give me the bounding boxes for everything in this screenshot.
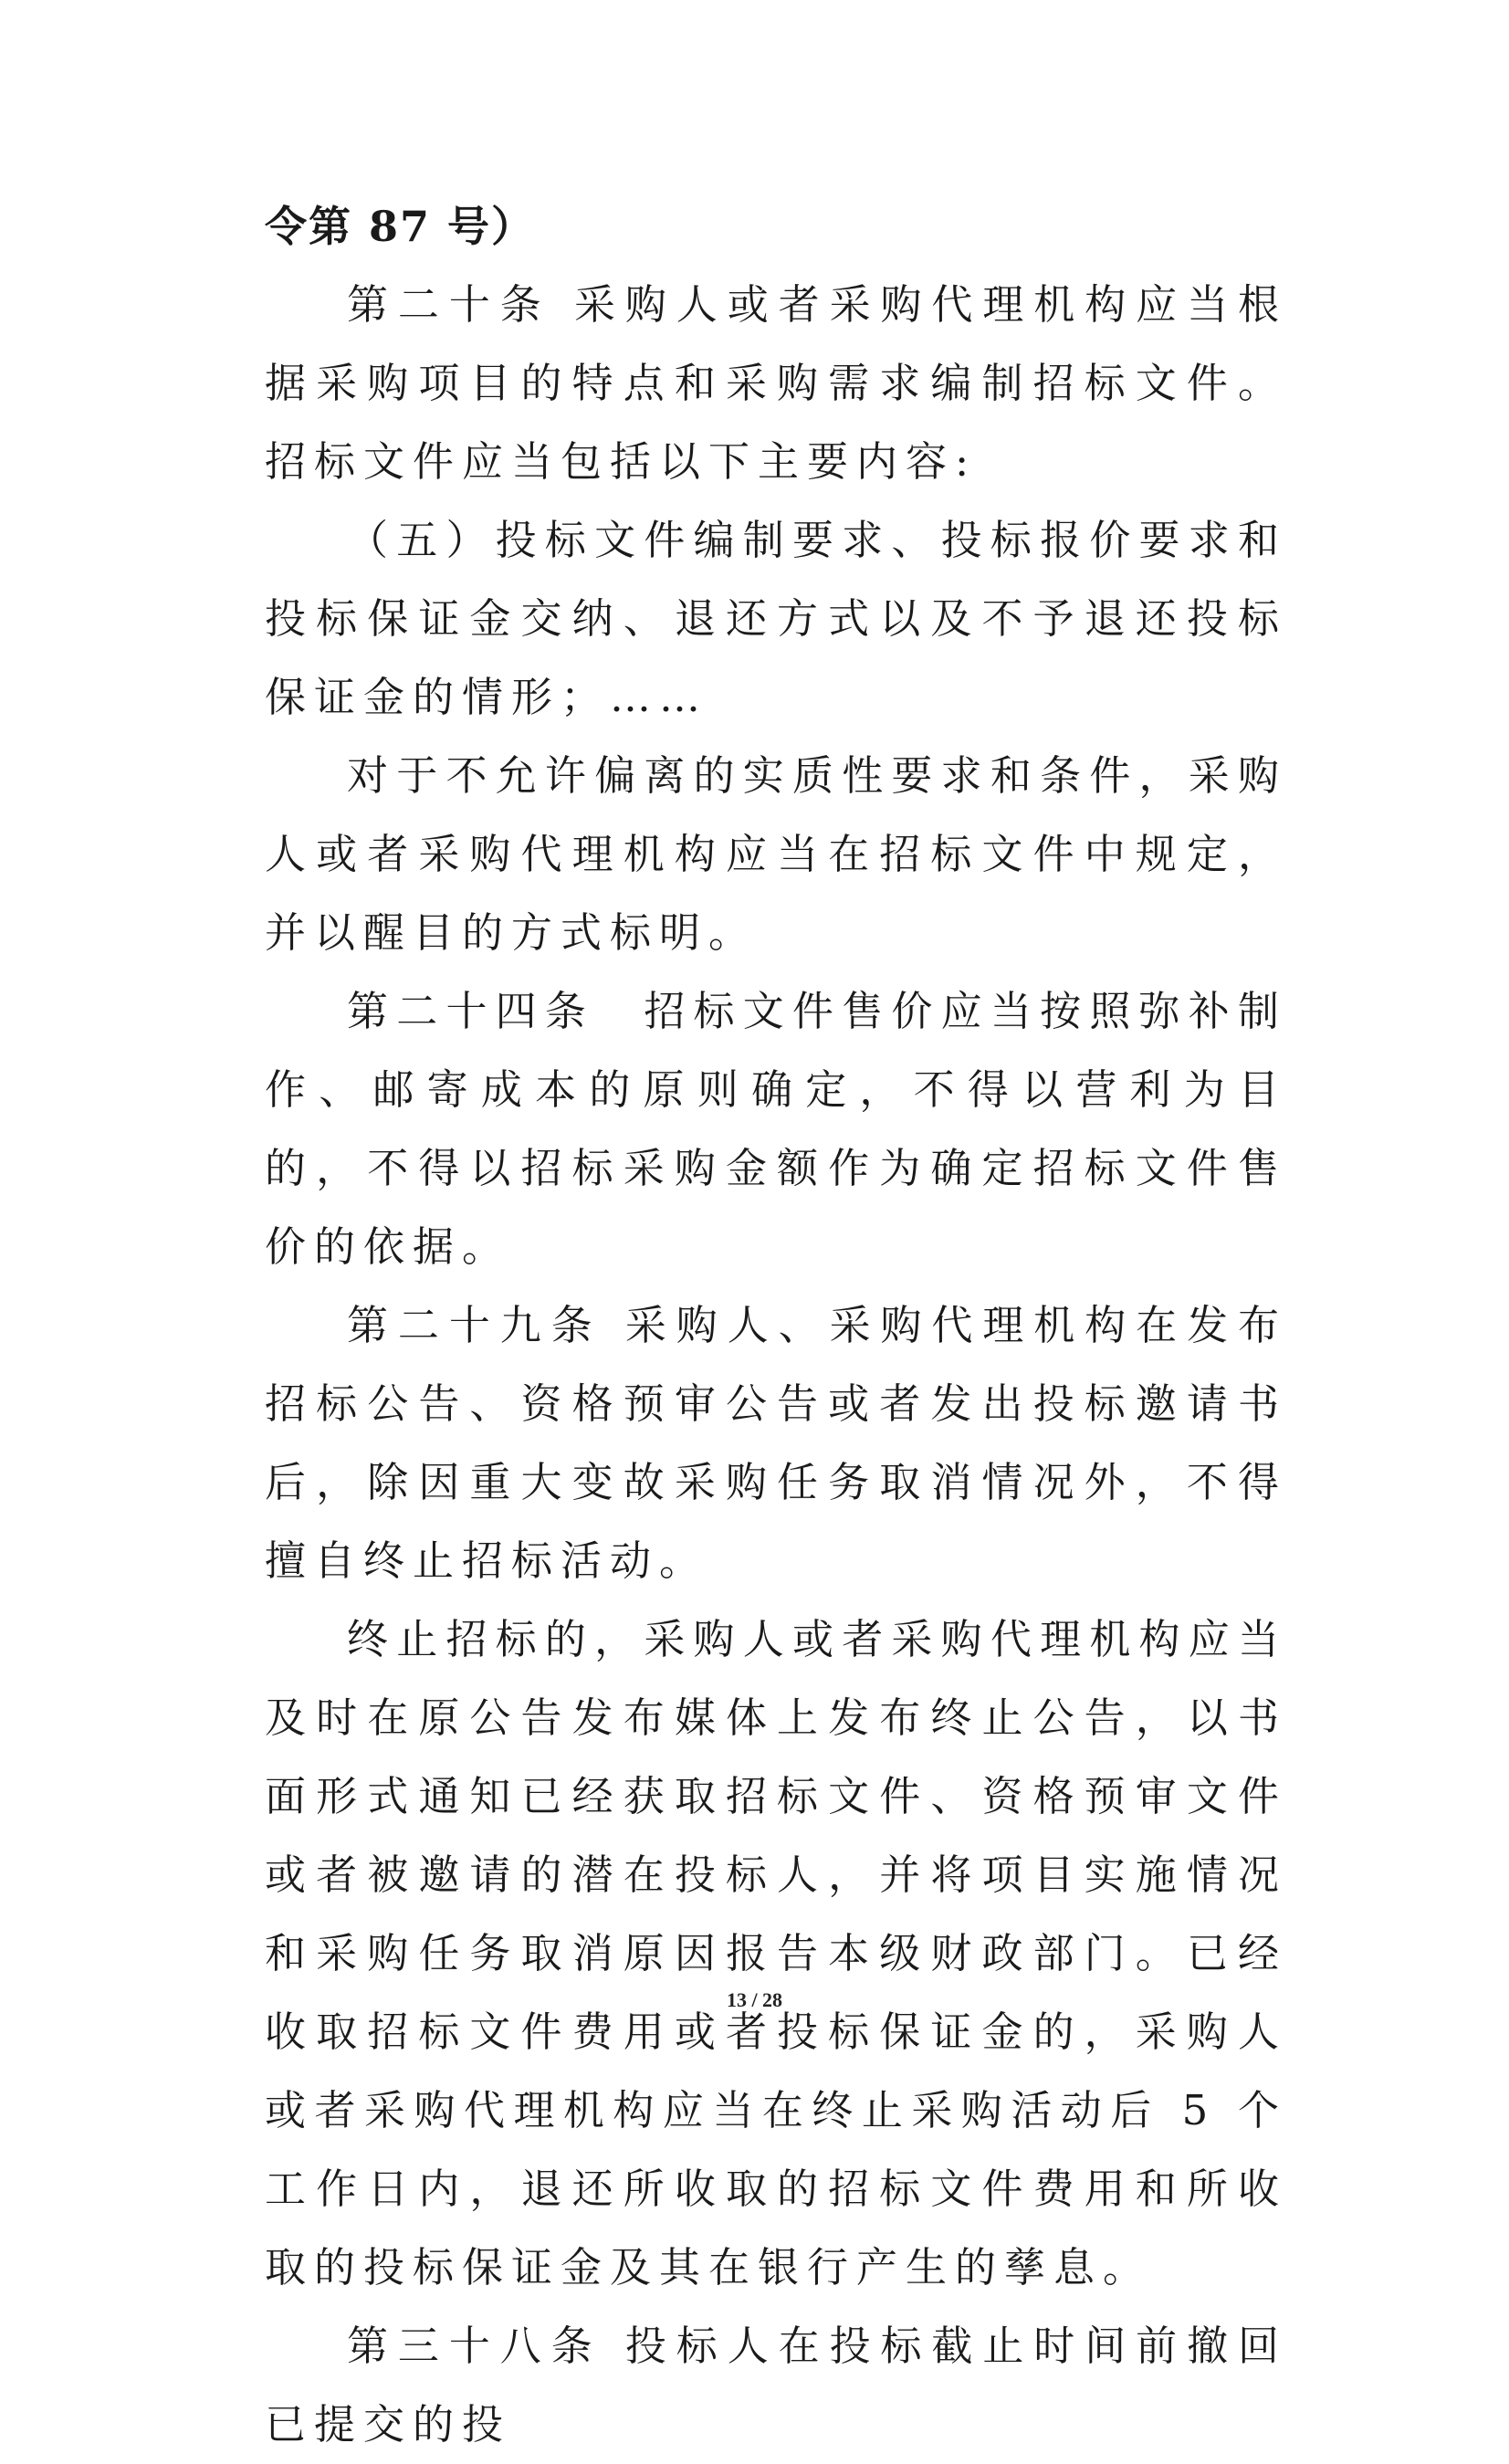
paragraph-item-5: （五）投标文件编制要求、投标报价要求和投标保证金交纳、退还方式以及不予退还投标保证金的情形；…… (265, 516, 1287, 721)
document-body (265, 187, 1287, 2464)
paragraph-article-38: 第三十八条 投标人在投标截止时间前撤回已提交的投 (265, 2322, 1287, 2448)
heading-text: 令第 87 号） (265, 202, 536, 251)
paragraph-article-20: 第二十条 采购人或者采购代理机构应当根据采购项目的特点和采购需求编制招标文件。招标文件应当包括以下主要内容: (265, 280, 1287, 486)
paragraph-article-24: 第二十四条 招标文件售价应当按照弥补制作、邮寄成本的原则确定，不得以营利为目的，不得以招标采购金额作为确定招标文件售价的依据。 (265, 987, 1287, 1271)
page-number: 13 / 28 (726, 1988, 783, 2011)
paragraph-termination: 终止招标的，采购人或者采购代理机构应当及时在原公告发布媒体上发布终止公告，以书面形式通知已经获取招标文件、资格预审文件或者被邀请的潜在投标人，并将项目实施情况和采购任务取消原因报告本级财政部门。已经收取招标文件费用或者投标保证金的，采购人或者采购代理机构应当在终止采购活动后 5 个工作日内，退还所收取的招标文件费用和所收取的投标保证金及其在银行产生的孳息。 (265, 1615, 1287, 2291)
paragraph-article-29: 第二十九条 采购人、采购代理机构在发布招标公告、资格预审公告或者发出投标邀请书后，除因重大变故采购任务取消情况外，不得擅自终止招标活动。 (265, 1301, 1287, 1585)
paragraph-substantive-requirements: 对于不允许偏离的实质性要求和条件，采购人或者采购代理机构应当在招标文件中规定，并以醒目的方式标明。 (265, 751, 1287, 957)
